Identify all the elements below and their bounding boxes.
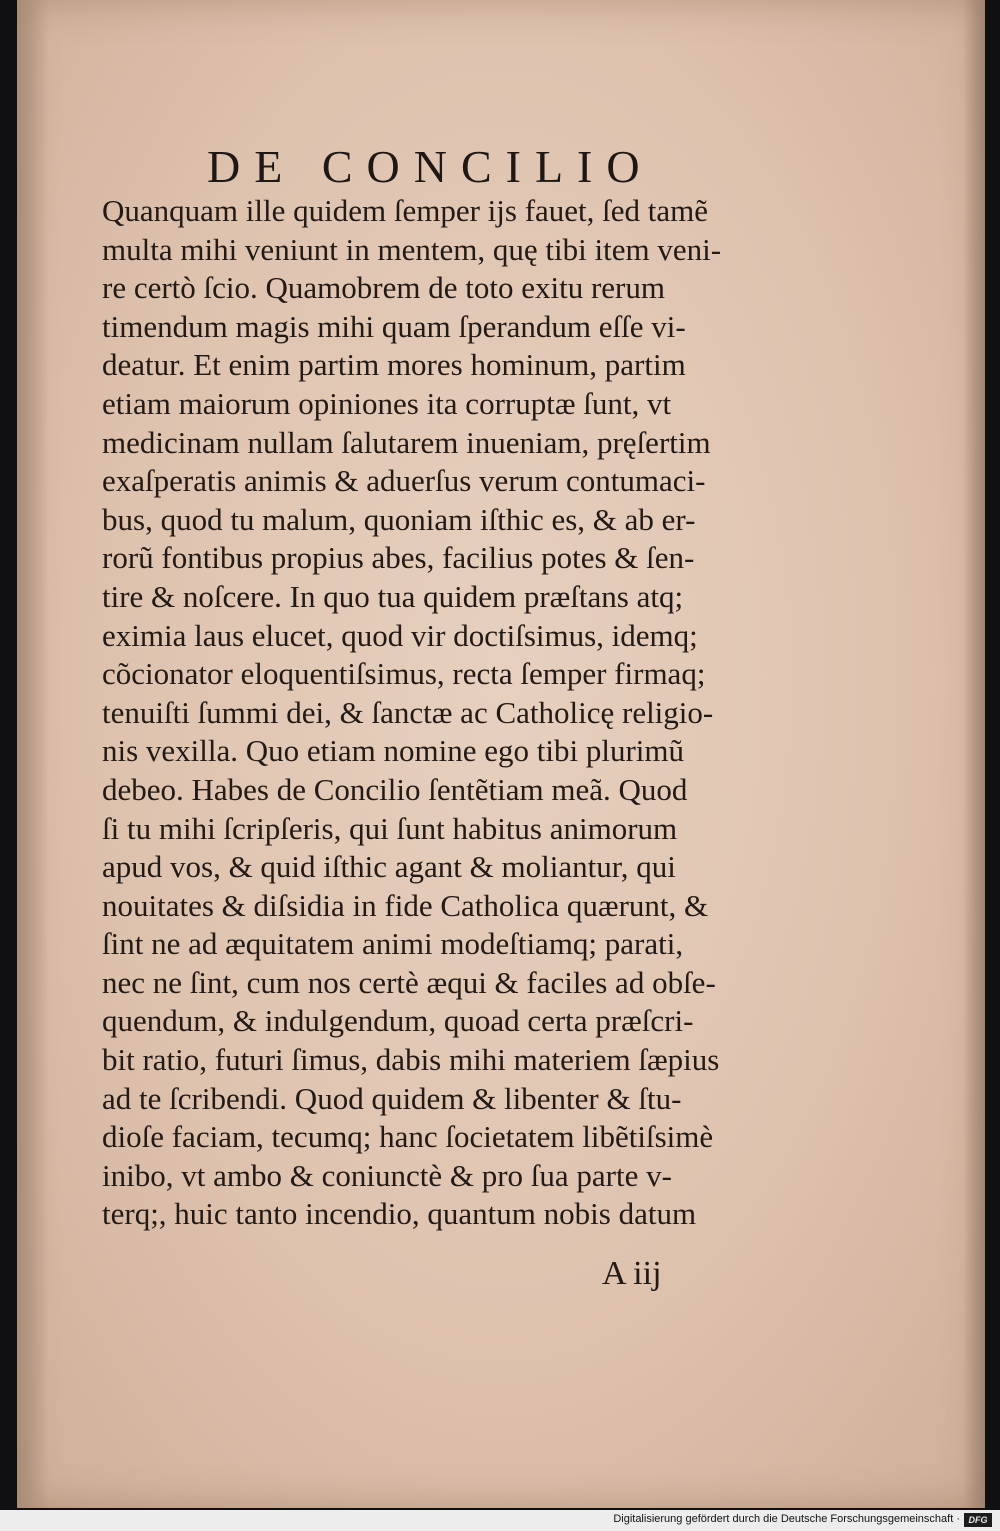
text-line: rorũ fontibus propius abes, facilius potes & ſen- [102, 540, 695, 576]
book-page [17, 0, 985, 1508]
text-line: etiam maiorum opiniones ita corruptæ ſunt, vt [102, 385, 672, 421]
text-line: Quanquam ille quidem ſemper ijs fauet, ſed tamẽ [102, 193, 709, 228]
page-edge-shadow [963, 0, 985, 1508]
text-line: cõcionator eloquentiſsimus, recta ſemper firmaq; [102, 656, 706, 692]
text-line: tenuiſti ſummi dei, & ſanctæ ac Catholicę religio- [102, 694, 714, 730]
text-line: multa mihi veniunt in mentem, quę tibi item veni- [102, 231, 722, 267]
text-line: timendum magis mihi quam ſperandum eſſe vi- [102, 308, 686, 344]
text-line: nouitates & diſsidia in fide Catholica quærunt, & [102, 887, 709, 923]
text-line: nec ne ſint, cum nos certè æqui & faciles ad obſe- [102, 964, 716, 1000]
text-line: eximia laus elucet, quod vir doctiſsimus, idemq; [102, 617, 698, 653]
footer-bar [0, 1510, 1000, 1531]
text-line: deatur. Et enim partim mores hominum, partim [102, 347, 686, 383]
funding-note: Digitalisierung gefördert durch die Deutsche Forschungsgemeinschaft · [613, 1513, 960, 1525]
text-line: bus, quod tu malum, quoniam iſthic es, & ab er- [102, 501, 696, 537]
text-line: nis vexilla. Quo etiam nomine ego tibi plurimũ [102, 733, 685, 769]
text-line: bit ratio, futuri ſimus, dabis mihi materiem ſæpius [102, 1042, 720, 1078]
text-line: ſi tu mihi ſcripſeris, qui ſunt habitus animorum [102, 810, 678, 846]
dfg-logo-icon: DFG [964, 1513, 992, 1527]
running-title: DE CONCILIO [207, 141, 654, 192]
text-line: terq;, huic tanto incendio, quantum nobis datum [102, 1196, 697, 1232]
text-line: dioſe faciam, tecumq; hanc ſocietatem libẽtiſsimè [102, 1119, 714, 1155]
text-line: exaſperatis animis & aduerſus verum contumaci- [102, 463, 706, 499]
text-line: tire & noſcere. In quo tua quidem præſtans atq; [102, 578, 684, 614]
signature-mark: A iij [602, 1255, 662, 1292]
text-line: quendum, & indulgendum, quoad certa præſcri- [102, 1003, 694, 1039]
text-line: debeo. Habes de Concilio ſentẽtiam meã. Quod [102, 771, 688, 807]
text-line: ſint ne ad æquitatem animi modeſtiamq; parati, [102, 926, 684, 962]
body-text [102, 192, 837, 1234]
text-line: ad te ſcribendi. Quod quidem & libenter & ſtu- [102, 1080, 682, 1116]
text-line: apud vos, & quid iſthic agant & moliantur, qui [102, 849, 676, 885]
text-line: re certò ſcio. Quamobrem de toto exitu rerum [102, 270, 665, 306]
text-line: inibo, vt ambo & coniunctè & pro ſua parte v- [102, 1157, 672, 1193]
text-line: medicinam nullam ſalutarem inueniam, pręſertim [102, 424, 711, 460]
page-gutter-shadow [17, 0, 49, 1508]
